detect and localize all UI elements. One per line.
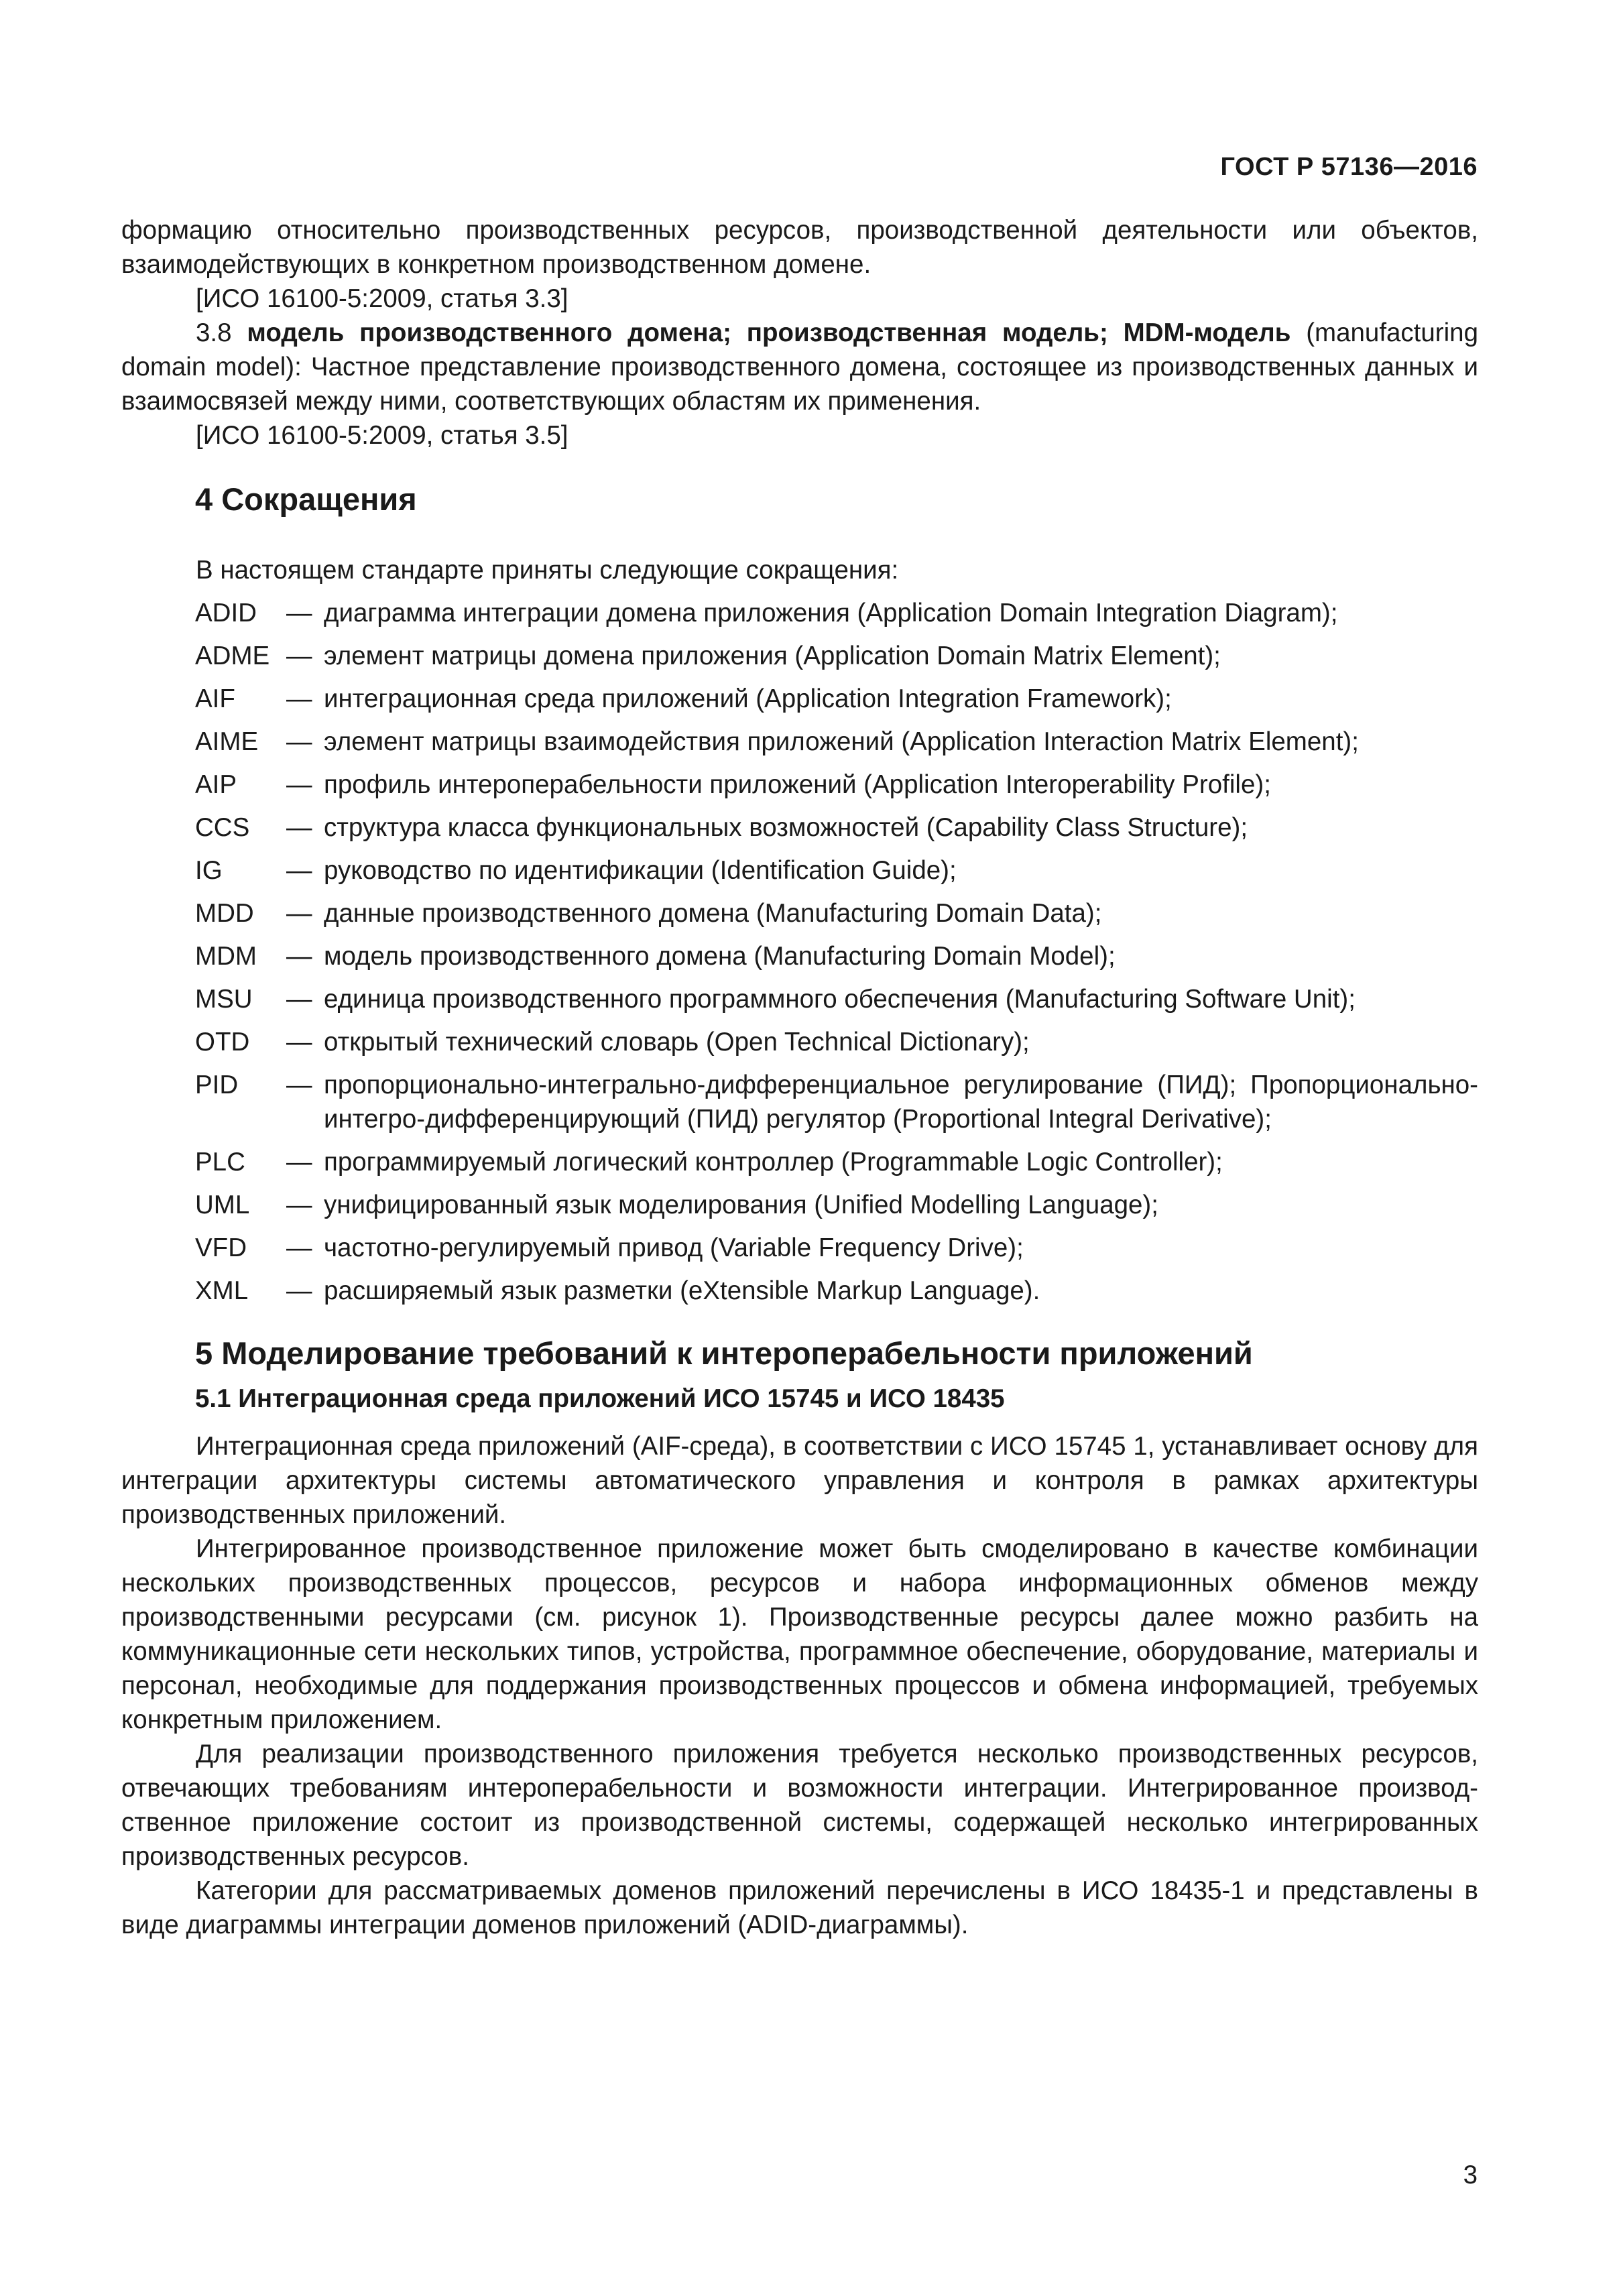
abbreviation-text: структура класса функциональных возможностей (Capability Class Structure); [324,813,1248,842]
abbreviation-code: OTD [195,1028,250,1056]
section-5-paragraph: Категории для рассматриваемых доменов приложений перечислены в ИСО 18435-1 и представлены в виде диаграммы интеграции доменов приложений (ADID-диаграммы). [121,1876,1478,1939]
reference-3-3: [ИСО 16100-5:2009, статья 3.3] [196,284,568,313]
dash: — [286,1191,312,1219]
abbreviation-text: расширяемый язык разметки (eXtensible Markup Language). [324,1276,1040,1305]
abbreviation-text: профиль интероперабельности приложений (Application Interoperability Profile); [324,770,1271,799]
abbreviation-item [121,639,1478,673]
abbreviation-code: ADME [195,642,270,670]
abbreviation-item [121,896,1478,930]
abbreviation-item [121,1231,1478,1265]
abbreviation-item [121,1025,1478,1059]
abbreviation-item [121,1068,1478,1136]
abbreviation-text: пропорционально-интегрально-дифференциальное регулирование (ПИД); Пропорционально-интегро-дифференцирующий (ПИД) регулятор (Proportional Integral Derivative); [324,1071,1478,1134]
dash: — [286,642,312,670]
abbreviation-text: открытый технический словарь (Open Technical Dictionary); [324,1028,1030,1056]
page-content [121,213,1478,1942]
abbreviation-code: MDM [195,942,257,971]
abbreviation-item [121,1145,1478,1179]
continuation-paragraph: формацию относительно производственных ресурсов, производственной деятельности или объектов, взаимодействующих в конкретном производственном домене. [121,216,1478,279]
abbreviation-text: элемент матрицы домена приложения (Application Domain Matrix Element); [324,642,1221,670]
abbreviation-item [121,982,1478,1016]
dash: — [286,1028,312,1056]
section-5-paragraph: Интегрированное производственное приложение может быть смоделировано в качестве комбинации нескольких производственных процессов, ресурсов и набора информационных обменов между производственными ресурсами (см. рисунок 1). Производственные ресурсы далее можно разбить на коммуникационные сети нескольких типов, устройства, программное обеспечение, оборудование, материалы и персонал, необходимые для поддержания производственных процессов и обмена информацией, требуемых конкретным приложением. [121,1534,1478,1734]
abbreviation-item [121,768,1478,802]
dash: — [286,599,312,627]
abbreviation-text: программируемый логический контроллер (Programmable Logic Controller); [324,1148,1223,1176]
term-3-8 [121,316,1478,418]
dash: — [286,856,312,885]
dash: — [286,770,312,799]
section-5-title: 5 Моделирование требований к интероперабельности приложений [195,1335,1253,1371]
abbreviation-code: CCS [195,813,250,842]
abbreviation-code: XML [195,1276,249,1305]
abbreviation-item [121,596,1478,630]
term-name: модель производственного домена; производственная модель; MDM-модель [247,318,1291,347]
abbreviation-code: AIF [195,684,235,713]
section-4-title: 4 Сокращения [195,481,417,517]
term-definition: (manufacturing domain model): Частное представление производственного домена, состоящее из производственных данных и взаимосвязей между ними, соответствующих областям их применения. [121,318,1478,416]
reference-3-5: [ИСО 16100-5:2009, статья 3.5] [196,421,568,450]
abbreviation-text: единица производственного программного обеспечения (Manufacturing Software Unit); [324,985,1356,1014]
abbreviation-text: унифицированный язык моделирования (Unified Modelling Language); [324,1191,1158,1219]
dash: — [286,985,312,1014]
dash: — [286,899,312,928]
abbreviation-code: PID [195,1071,239,1099]
abbreviation-item [121,939,1478,973]
term-number: 3.8 [196,318,247,347]
abbreviation-code: VFD [195,1233,247,1262]
abbreviation-text: данные производственного домена (Manufacturing Domain Data); [324,899,1102,928]
section-5-paragraph: Интеграционная среда приложений (AIF-среда), в соответствии с ИСО 15745 1, устанавливает основу для интеграции архитектуры системы автоматического управления и контроля в рамках архитектуры производственных приложений. [121,1432,1478,1529]
abbreviation-text: элемент матрицы взаимодействия приложений (Application Interaction Matrix Element); [324,727,1359,756]
abbreviation-code: ADID [195,599,257,627]
dash: — [286,1276,312,1305]
abbreviation-code: PLC [195,1148,245,1176]
abbreviations-list [121,596,1478,1308]
abbreviation-item [121,853,1478,888]
abbreviation-item [121,1274,1478,1308]
abbreviation-code: UML [195,1191,250,1219]
page-number: 3 [1463,2161,1478,2189]
abbreviations-intro: В настоящем стандарте приняты следующие сокращения: [196,556,899,585]
abbreviation-code: MSU [195,985,253,1014]
dash: — [286,1071,312,1099]
abbreviation-code: IG [195,856,223,885]
section-5-paragraph: Для реализации производственного приложения требуется несколько производственных ресурсов, отвечающих требованиям интероперабельности и возможности интеграции. Интегрированное производственное приложение состоит из производственной системы, содержащей несколько интегрированных производственных ресурсов. [121,1740,1478,1871]
dash: — [286,1233,312,1262]
abbreviation-text: интеграционная среда приложений (Application Integration Framework); [324,684,1172,713]
abbreviation-item [121,810,1478,845]
dash: — [286,1148,312,1176]
section-5-1-title: 5.1 Интеграционная среда приложений ИСО 15745 и ИСО 18435 [195,1384,1005,1413]
abbreviation-text: частотно-регулируемый привод (Variable Frequency Drive); [324,1233,1024,1262]
abbreviation-item [121,1188,1478,1222]
dash: — [286,684,312,713]
abbreviation-code: AIP [195,770,237,799]
abbreviation-text: диаграмма интеграции домена приложения (Application Domain Integration Diagram); [324,599,1338,627]
dash: — [286,942,312,971]
dash: — [286,727,312,756]
abbreviation-text: руководство по идентификации (Identification Guide); [324,856,957,885]
document-id-header: ГОСТ Р 57136—2016 [1220,153,1478,181]
abbreviation-text: модель производственного домена (Manufacturing Domain Model); [324,942,1116,971]
abbreviation-code: AIME [195,727,259,756]
dash: — [286,813,312,842]
abbreviation-item [121,725,1478,759]
abbreviation-code: MDD [195,899,254,928]
abbreviation-item [121,682,1478,716]
